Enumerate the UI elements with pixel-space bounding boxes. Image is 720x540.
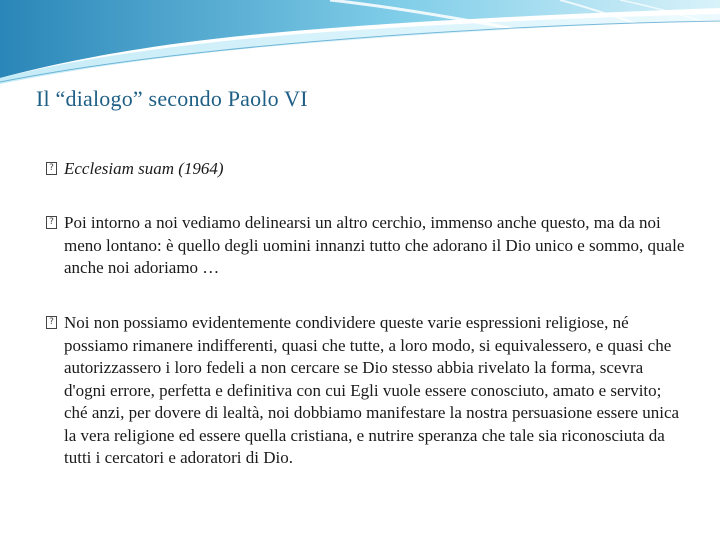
bullet-marker-icon: ? [46,162,57,175]
decorative-wave-banner [0,0,720,90]
bullet-item-encyclical [46,158,686,181]
bullet-text: Ecclesiam suam (1964) [64,159,224,178]
bullet-marker-icon: ? [46,316,57,329]
slide-title: Il “dialogo” secondo Paolo VI [36,86,308,111]
bullet-text: Poi intorno a noi vediamo delinearsi un altro cerchio, immenso anche questo, ma da noi meno lontano: è quello degli uomini innanzi tutto che adorano il Dio unico e sommo, quale anche noi adoriamo … [64,213,685,277]
bullet-item-religions [46,312,686,470]
bullet-marker-icon: ? [46,216,57,229]
bullet-text: Noi non possiamo evidentemente condividere queste varie espressioni religiose, né possiamo rimanere indifferenti, quasi che tutte, a loro modo, si equivalessero, e quasi che autorizzassero i loro fedeli a non cercare se Dio stesso abbia rivelato la forma, scevra d'ogni errore, perfetta e definitiva con cui Egli vuole essere conosciuto, amato e servito; ché anzi, per dovere di lealtà, noi dobbiamo manifestare la nostra persuasione essere unica la vera religione ed essere quella cristiana, e nutrire speranza che tale sia riconosciuta da tutti i cercatori e adoratori di Dio. [64,313,680,467]
bullet-item-circle [46,212,686,280]
